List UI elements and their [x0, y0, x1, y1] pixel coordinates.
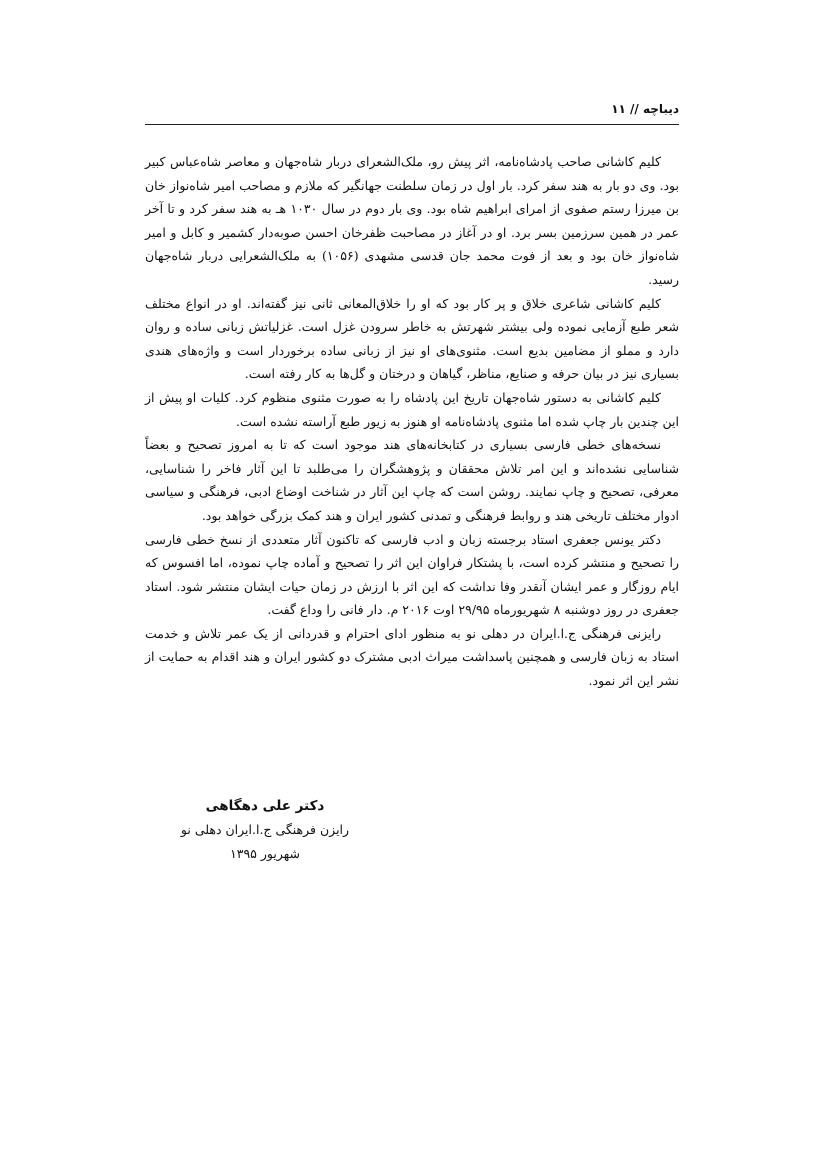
paragraph: رایزنی فرهنگی ج.ا.ایران در دهلی نو به منظور ادای احترام و قدردانی از یک عمر تلاش و خدمت استاد به زبان فارسی و همچنین پاسداشت میراث ادبی مشترک دو کشور ایران و هند اقدام به حمایت از نشر این اثر نمود.: [145, 625, 679, 689]
signature-name: دکتر علی دهگاهی: [205, 798, 325, 814]
paragraph: کلیم کاشانی صاحب پادشاه‌نامه، اثر پیش رو، ملک‌الشعرای دربار شاه‌جهان و معاصر شاه‌عباس کبیر بود. وی دو بار به هند سفر کرد. بار اول در زمان سلطنت جهانگیر که ملازم و مصاحب امیر شاه‌نواز خان بن میرزا رستم صفوی از امرای ابراهیم شاه بود. وی بار دوم در سال ۱۰۳۰ هـ به هند سفر کرد و تا آخر عمر در همین سرزمین بسر برد. او در آغاز در مصاحبت ظفرخان احسن صوبه‌دار کشمیر و کابل و امیر شاه‌نواز خان بود و بعد از فوت محمد جان قدسی مشهدی (۱۰۵۶) به ملک‌الشعرایی دربار شاه‌جهان رسید.: [145, 154, 679, 287]
signature-title: رایزن فرهنگی ج.ا.ایران دهلی نو: [180, 822, 350, 837]
paragraph: دکتر یونس جعفری استاد برجسته زبان و ادب فارسی که تاکنون آثار متعددی از نسخ خطی فارسی را تصحیح و منتشر کرده است، با پشتکار فراوان این اثر را تصحیح و آماده چاپ نموده، اما افسوس که ایام روزگار و عمر ایشان آنقدر وفا نداشت که این اثر با ارزش در زمان حیات ایشان منتشر شود. استاد جعفری در روز دوشنبه ۸ شهریورماه ۲۹/۹۵ اوت ۲۰۱۶ م. دار فانی را وداع گفت.: [145, 531, 679, 618]
running-head: دیباچه // ۱۱: [611, 102, 679, 116]
signature-date: شهریور ۱۳۹۵: [230, 846, 300, 861]
preface-body: [145, 150, 679, 693]
paragraph: نسخه‌های خطی فارسی بسیاری در کتابخانه‌های هند موجود است که تا به امروز تصحیح و بعضاً شناسایی نشده‌اند و این امر تلاش محققان و پژوهشگران را می‌طلبد تا این آثار فاخر را شناسایی، معرفی، تصحیح و چاپ نمایند. روشن است که چاپ این آثار در شناخت اوضاع ادبی، فرهنگی و سیاسی ادوار مختلف تاریخی هند و روابط فرهنگی و تمدنی کشور ایران و هند کمک بزرگی خواهد بود.: [145, 437, 679, 523]
signature-block: [150, 794, 380, 866]
paragraph: کلیم کاشانی شاعری خلاق و پر کار بود که او را خلاق‌المعانی ثانی نیز گفته‌اند. او در انواع مختلف شعر طبع آزمایی نموده ولی بیشتر شهرتش به خاطر سرودن غزل است. غزلیاتش زبانی ساده و روان دارد و مملو از مضامین بدیع است. مثنوی‌های او نیز از زبانی ساده برخوردار است و واژه‌های هندی بسیاری نیز در بیان حرفه و صنایع، مناظر، گیاهان و درختان و گل‌ها به کار رفته است.: [145, 295, 679, 382]
paragraph: کلیم کاشانی به دستور شاه‌جهان تاریخ این پادشاه را به صورت مثنوی منظوم کرد. کلیات او پیش از این چندین بار چاپ شده اما مثنوی پادشاه‌نامه او هنوز به زیور طبع آراسته نشده است.: [145, 389, 679, 429]
header-rule: [145, 124, 679, 125]
